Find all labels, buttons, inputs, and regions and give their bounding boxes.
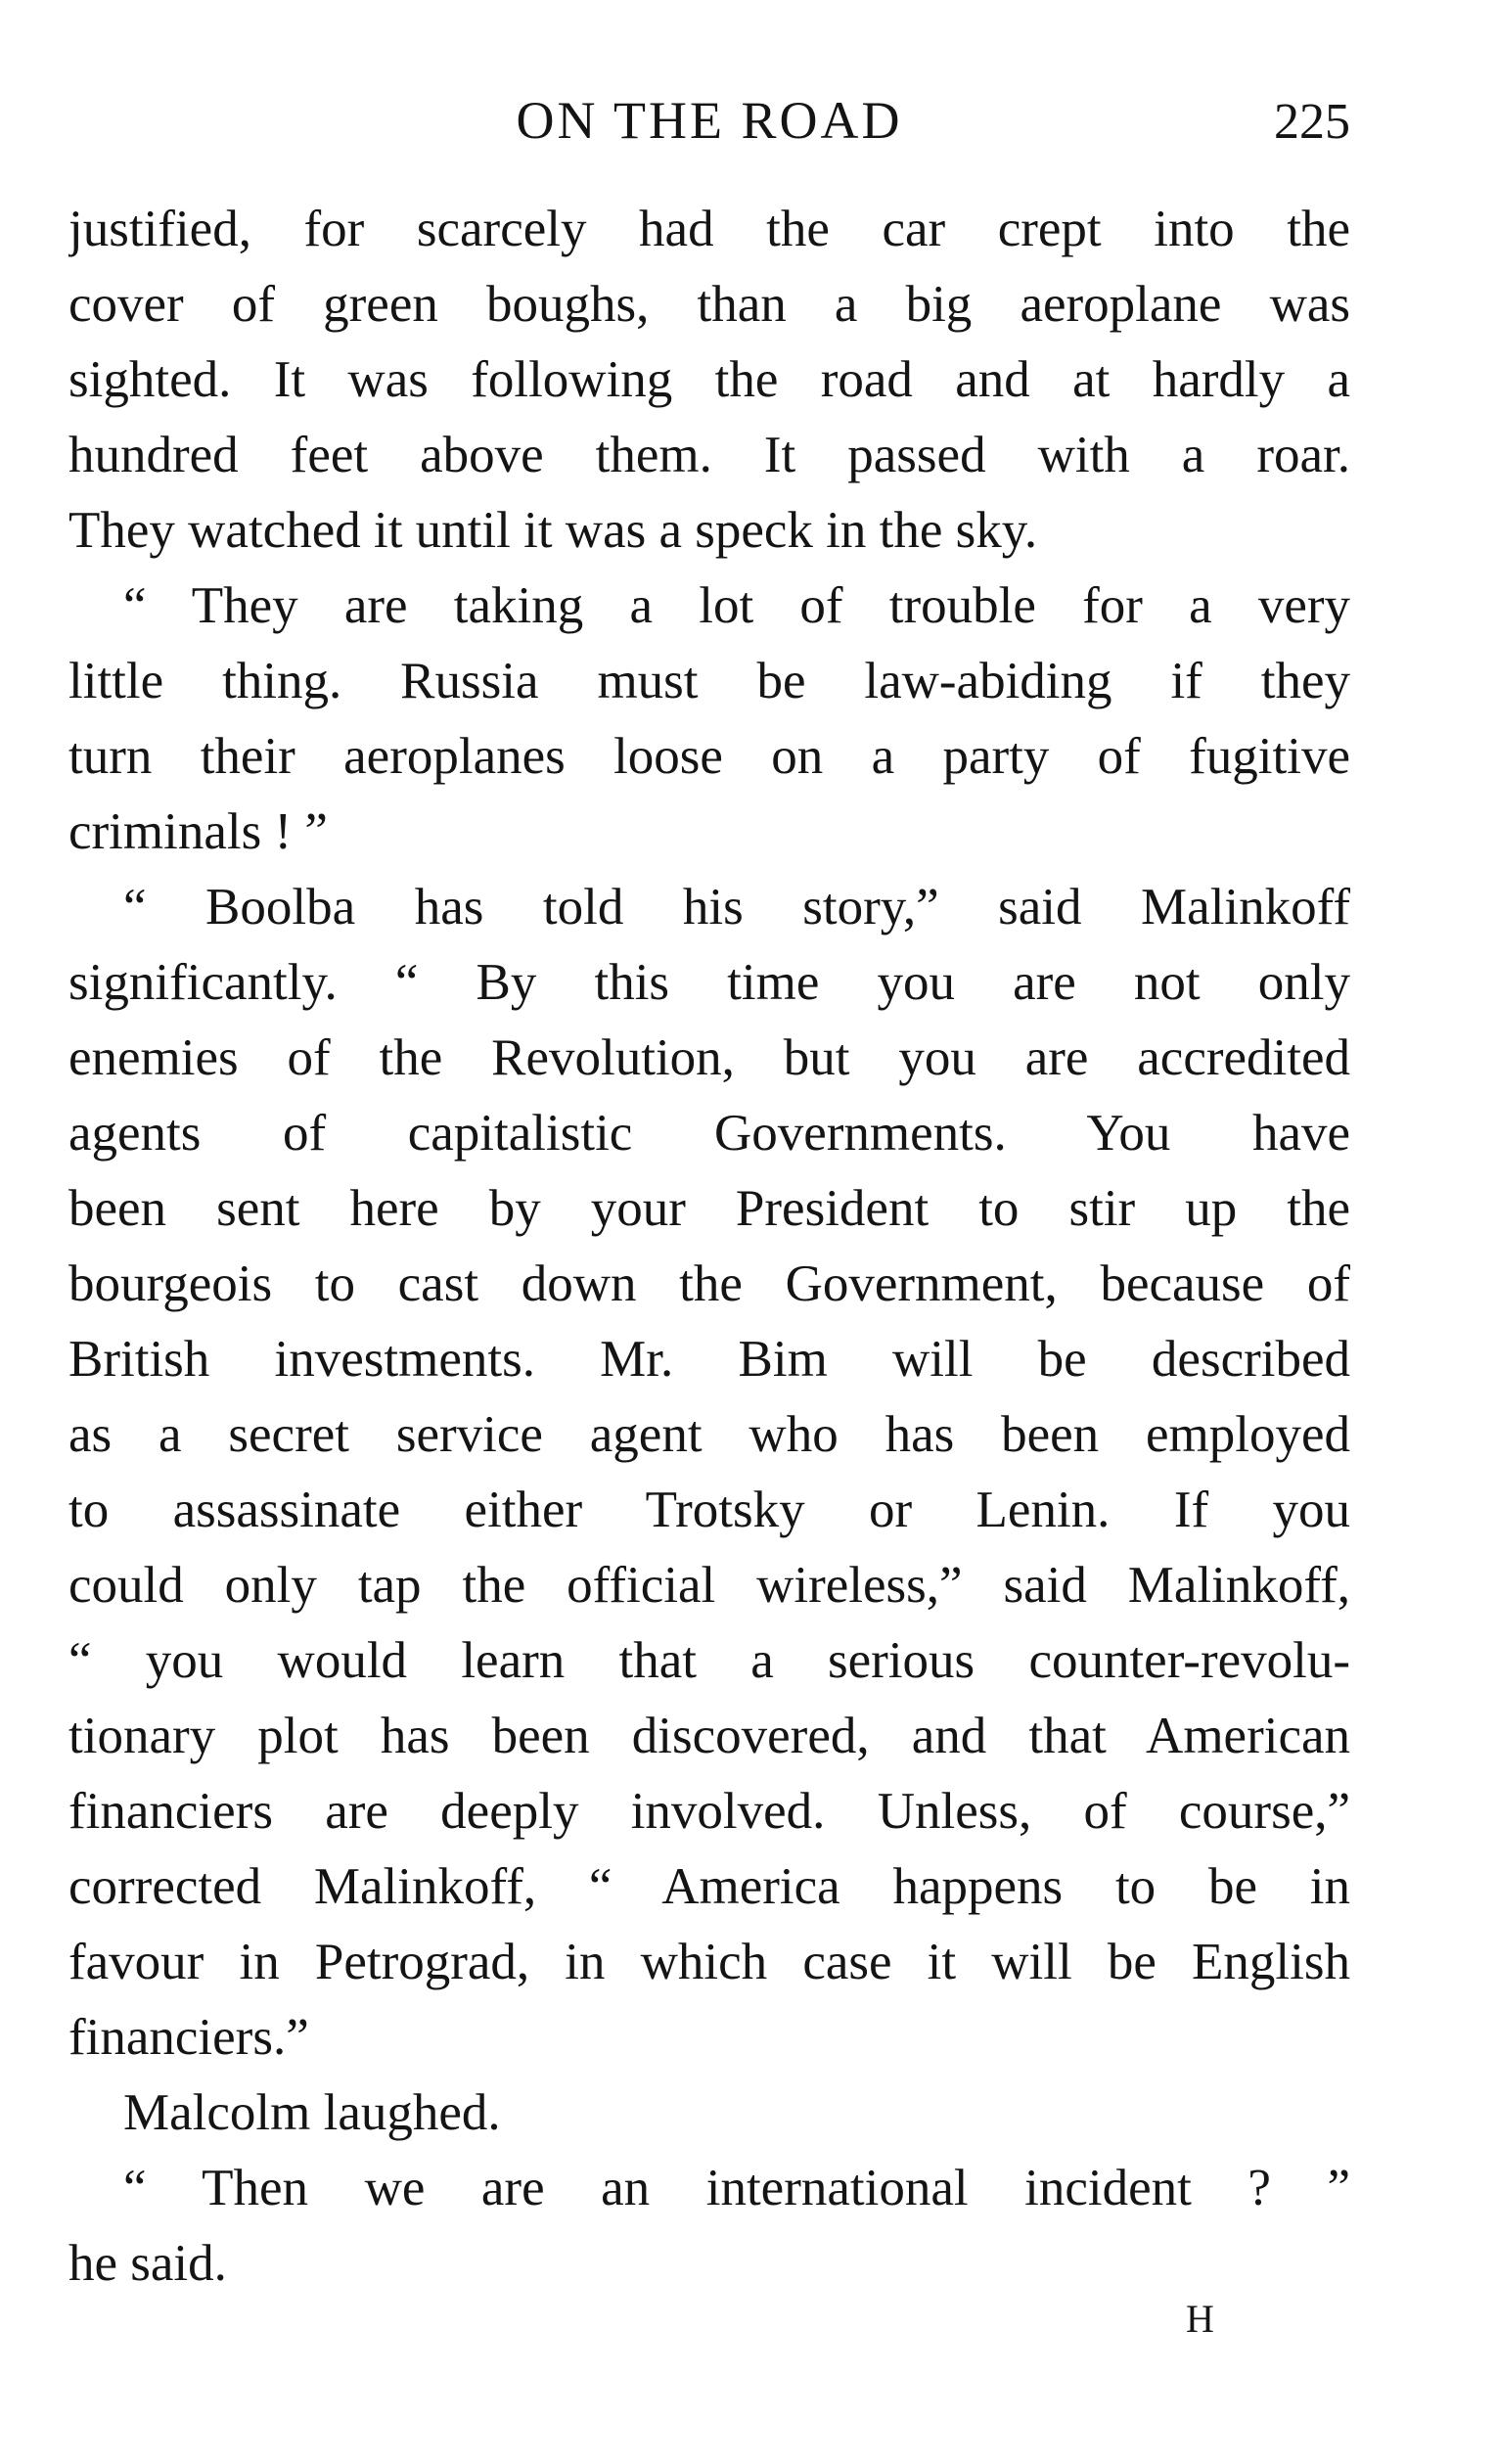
page-number: 225 — [1274, 94, 1350, 150]
running-title: ON THE ROAD — [516, 91, 903, 150]
text-line: financiers.” — [68, 2009, 309, 2066]
running-head — [68, 86, 1350, 155]
text-line: hundred feet above them. It passed with a roar. — [68, 427, 1350, 483]
text-line: sighted. It was following the road and at hardly a — [68, 351, 1350, 408]
text-line: could only tap the official wireless,” said Malinkoff, — [68, 1557, 1350, 1614]
text-line: Malcolm laughed. — [123, 2084, 501, 2141]
text-line: British investments. Mr. Bim will be described — [68, 1331, 1350, 1388]
text-line: to assassinate either Trotsky or Lenin. If you — [68, 1482, 1350, 1538]
text-line: significantly. “ By this time you are not only — [68, 954, 1350, 1011]
text-line: bourgeois to cast down the Government, because of — [68, 1255, 1350, 1312]
text-line: They watched it until it was a speck in the sky. — [68, 502, 1038, 559]
text-line: “ Then we are an international incident ? ” — [123, 2160, 1350, 2216]
signature-mark: H — [1186, 2297, 1214, 2341]
text-line: cover of green boughs, than a big aeroplane was — [68, 276, 1350, 333]
text-line: justified, for scarcely had the car crept into the — [68, 201, 1350, 257]
body-text — [68, 192, 1350, 2302]
text-line: turn their aeroplanes loose on a party of fugitive — [68, 728, 1350, 785]
text-line: been sent here by your President to stir up the — [68, 1180, 1350, 1237]
text-line: “ you would learn that a serious counter-revolu- — [68, 1632, 1350, 1689]
text-line: “ They are taking a lot of trouble for a very — [123, 577, 1350, 634]
text-line: little thing. Russia must be law-abiding if they — [68, 653, 1350, 709]
text-line: criminals ! ” — [68, 803, 328, 860]
text-line: “ Boolba has told his story,” said Malinkoff — [123, 879, 1350, 935]
text-line: as a secret service agent who has been employed — [68, 1406, 1350, 1463]
text-line: agents of capitalistic Governments. You have — [68, 1105, 1350, 1162]
text-line: tionary plot has been discovered, and that American — [68, 1708, 1350, 1764]
text-line: corrected Malinkoff, “ America happens to be in — [68, 1858, 1350, 1915]
text-line: he said. — [68, 2235, 227, 2292]
text-line: enemies of the Revolution, but you are accredited — [68, 1029, 1350, 1086]
text-line: financiers are deeply involved. Unless, of course,” — [68, 1783, 1350, 1840]
text-line: favour in Petrograd, in which case it will be English — [68, 1934, 1350, 1990]
